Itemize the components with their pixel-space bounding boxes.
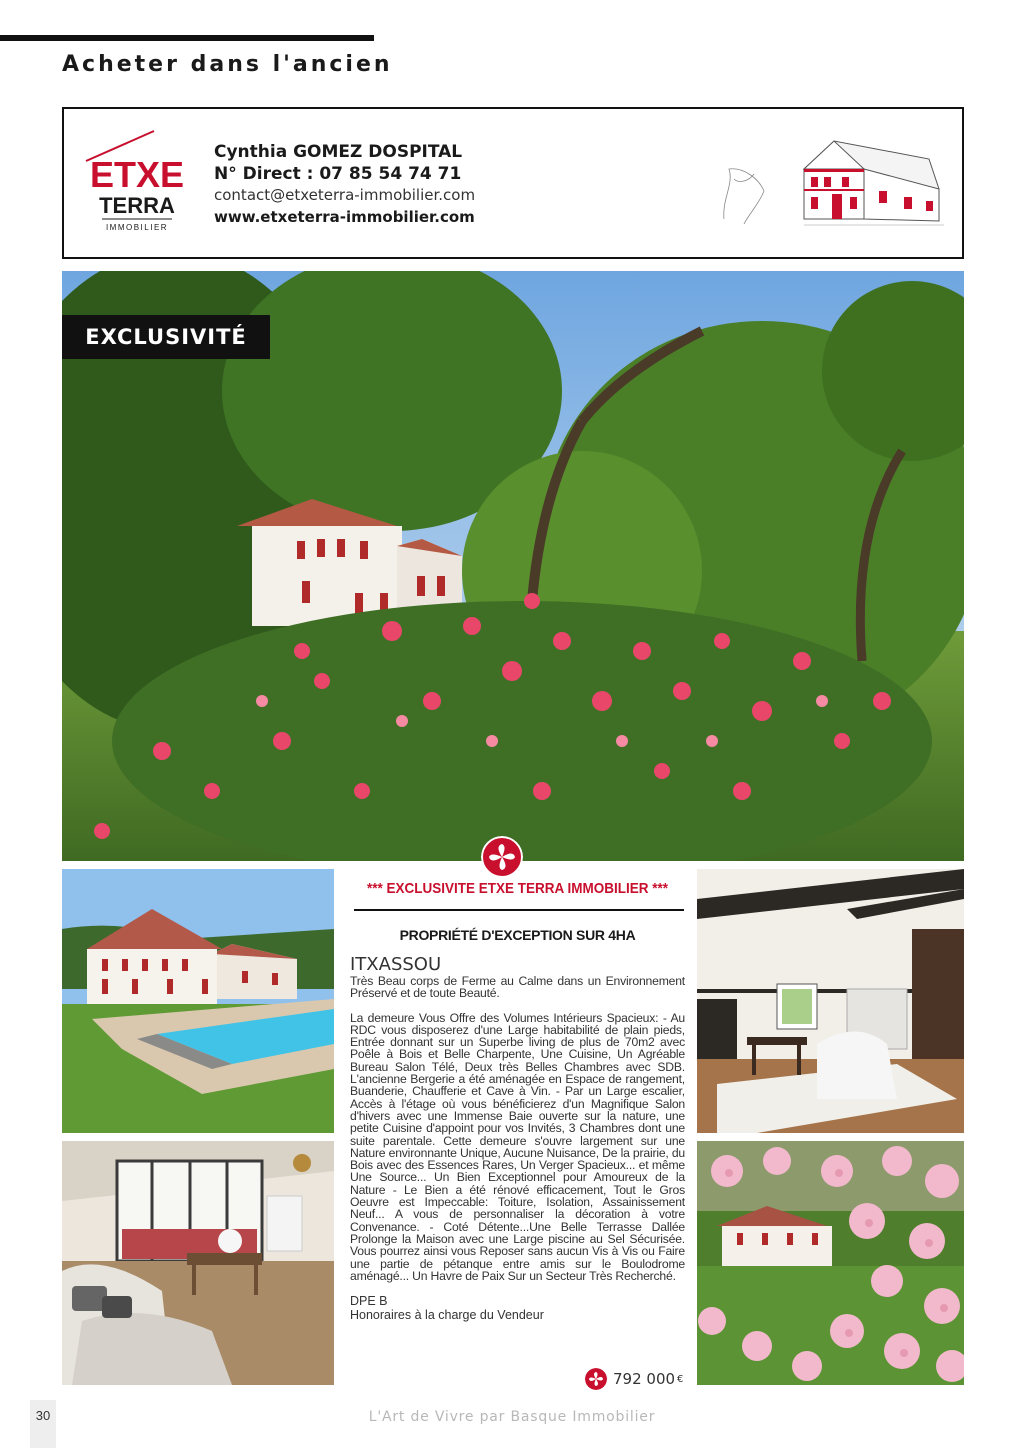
property-title: PROPRIÉTÉ D'EXCEPTION SUR 4HA	[399, 927, 636, 943]
contact-website[interactable]: www.etxeterra-immobilier.com	[214, 208, 475, 226]
listing-text-block	[350, 880, 685, 1323]
contact-name: Cynthia GOMEZ DOSPITAL	[214, 142, 463, 162]
dpe-rating: DPE B	[350, 1294, 388, 1309]
agency-card	[62, 107, 964, 259]
hero-garden-image	[62, 271, 964, 861]
price-value: 792 000	[613, 1370, 676, 1388]
upstairs-lounge-photo	[62, 1141, 334, 1385]
listing-banner: *** EXCLUSIVITE ETXE TERRA IMMOBILIER ***	[366, 880, 669, 897]
section-title: Acheter dans l'ancien	[62, 52, 393, 77]
description-intro: Très Beau corps de Ferme au Calme dans un Environnement Préservé et de toute Beauté.	[350, 974, 685, 1001]
price-row	[585, 1368, 683, 1390]
hero-photo	[62, 271, 964, 861]
logo-immobilier-text: IMMOBILIER	[105, 223, 169, 232]
living-room-photo	[697, 869, 964, 1133]
price-currency: €	[677, 1373, 684, 1385]
dogwood-garden-photo	[697, 1141, 964, 1385]
basque-cross-icon	[481, 836, 523, 878]
property-town: ITXASSOU	[350, 954, 442, 975]
logo-etxe-text: ETXE	[89, 154, 185, 195]
contact-phone[interactable]: N° Direct : 07 85 54 74 71	[214, 164, 462, 184]
description-body: La demeure Vous Offre des Volumes Intérieurs Spacieux: - Au RDC vous disposerez d'une Large habitabilité de plain pieds, Entrée donnant sur un Superbe living de plus de 70m2 avec Poêle à Bois et Belle Charpente, Une Cuisine, Un Agréable Bureau Salon Télé, Deux très Belles Chambres avec SDB. L'ancienne Bergerie a été aménagée en Espace de rangement, Buanderie, Chaufferie et Cave à Vin. - Par un Large escalier, Accès à l'étage où vous bénéficierez d'un Magnifique Salon d'hivers avec une Immense Baie ouverte sur la nature, une petite Cuisine d'appoint pour vos Invités, 3 Chambres dont une suite parentale. Cette demeure s'ouvre largement sur une Nature environnante Unique, Aucune Nuisance, De la prairie, du Bois avec des Essences Rares, Un Verger Spacieux... et même Une Source... Un Bien Exceptionnel pour Amoureux de la Nature - Le Bien a été rénové efficacement, Tout le Gros Oeuvre est Impeccable: Toiture, Isolation, Assainissement Neuf... A vous de personnaliser la décoration à votre Convenance. - Coté Détente...Une Belle Terrasse Dallée Prolonge la Maison avec une Large piscine au Sel Sécurisée. Vous pourrez ainsi vous Reposer sans aucun Vis à Vis ou Faire une partie de pétanque entre amis sur le Boulodrome aménagé... Un Havre de Paix Sur un Secteur Très Recherché.	[350, 1010, 685, 1283]
top-rule	[0, 35, 374, 41]
banner-divider	[354, 909, 684, 911]
page-number: 30	[35, 1408, 51, 1423]
farmhouse-sketch	[704, 129, 944, 239]
fees-note: Honoraires à la charge du Vendeur	[350, 1308, 544, 1323]
footer-tagline: L'Art de Vivre par Basque Immobilier	[368, 1409, 656, 1425]
logo-terra-text: TERRA	[99, 193, 175, 218]
contact-block	[214, 141, 475, 228]
basque-cross-small-icon	[585, 1368, 607, 1390]
contact-email[interactable]: contact@etxeterra-immobilier.com	[214, 186, 476, 204]
property-description	[350, 975, 685, 1282]
pool-photo	[62, 869, 334, 1133]
exclusivite-badge: EXCLUSIVITÉ	[62, 315, 270, 359]
agency-logo	[82, 129, 192, 239]
